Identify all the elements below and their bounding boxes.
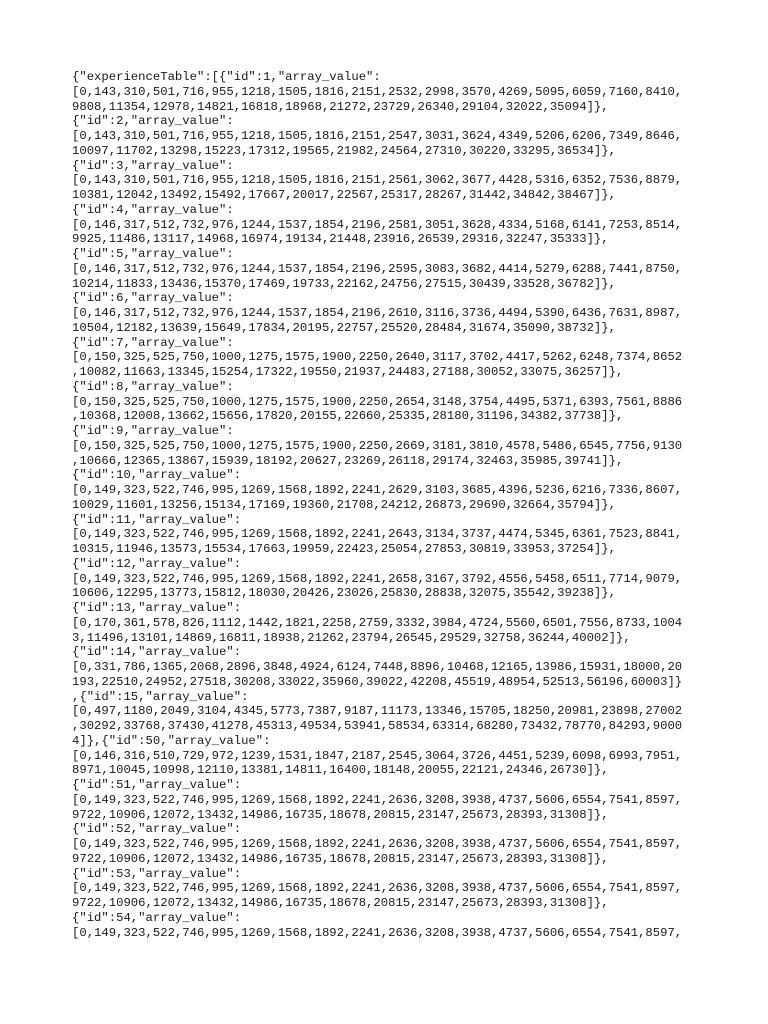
text-line: {"id":8,"array_value":	[72, 379, 234, 394]
text-line: ,30292,33768,37430,41278,45313,49534,53941,58534,63314,68280,73432,78770,84293,9000	[72, 719, 683, 733]
text-line: 10029,11601,13256,15134,17169,19360,21708,24212,26873,29690,32664,35794]},	[72, 497, 616, 512]
text-line: {"id":53,"array_value":	[72, 866, 242, 881]
text-line: [0,331,786,1365,2068,2896,3848,4924,6124,7448,8896,10468,12165,13986,15931,18000,20	[72, 660, 683, 674]
text-line: {"id":13,"array_value":	[72, 601, 242, 615]
text-line: [0,150,325,525,750,1000,1275,1575,1900,2250,2669,3181,3810,4578,5486,6545,7756,9130	[72, 438, 683, 453]
text-line: 8971,10045,10998,12110,13381,14811,16400,18148,20055,22121,24346,26730]},	[72, 763, 609, 778]
text-line: 10097,11702,13298,15223,17312,19565,21982,24564,27310,30220,33295,36534]},	[72, 143, 616, 158]
text-line: ,10368,12008,13662,15656,17820,20155,22660,25335,28180,31196,34382,37738]},	[72, 409, 624, 424]
text-line: [0,150,325,525,750,1000,1275,1575,1900,2250,2640,3117,3702,4417,5262,6248,7374,8652	[72, 350, 683, 365]
text-line: {"id":12,"array_value":	[72, 556, 242, 571]
text-line: {"id":9,"array_value":	[72, 424, 234, 438]
text-line: {"id":7,"array_value":	[72, 335, 234, 350]
text-line: ,10666,12365,13867,15939,18192,20627,23269,26118,29174,32463,35985,39741]},	[72, 453, 624, 468]
text-line: [0,146,316,510,729,972,1239,1531,1847,2187,2545,3064,3726,4451,5239,6098,6993,7951,	[72, 748, 683, 763]
text-line: {"id":51,"array_value":	[72, 778, 242, 792]
text-line: ,{"id":15,"array_value":	[72, 689, 249, 704]
text-line: [0,143,310,501,716,955,1218,1505,1816,2151,2532,2998,3570,4269,5095,6059,7160,8410,	[72, 84, 683, 99]
text-line: 10214,11833,13436,15370,17469,19733,22162,24756,27515,30439,33528,36782]},	[72, 276, 616, 291]
text-line: 9722,10906,12072,13432,14986,16735,18678,20815,23147,25673,28393,31308]},	[72, 896, 609, 910]
text-line: 9722,10906,12072,13432,14986,16735,18678,20815,23147,25673,28393,31308]},	[72, 807, 609, 822]
text-line: ,10082,11663,13345,15254,17322,19550,21937,24483,27188,30052,33075,36257]},	[72, 365, 624, 379]
text-line: [0,146,317,512,732,976,1244,1537,1854,2196,2595,3083,3682,4414,5279,6288,7441,8750,	[72, 261, 683, 276]
text-line: [0,143,310,501,716,955,1218,1505,1816,2151,2547,3031,3624,4349,5206,6206,7349,8646,	[72, 129, 683, 143]
text-line: 9722,10906,12072,13432,14986,16735,18678,20815,23147,25673,28393,31308]},	[72, 851, 609, 866]
text-line: 193,22510,24952,27518,30208,33022,35960,39022,42208,45519,48954,52513,56196,60003]}	[72, 674, 683, 689]
text-line: [0,149,323,522,746,995,1269,1568,1892,2241,2629,3103,3685,4396,5236,6216,7336,8607,	[72, 483, 683, 497]
text-line: {"id":10,"array_value":	[72, 468, 242, 483]
text-line: 4]},{"id":50,"array_value":	[72, 733, 271, 748]
text-line: {"id":5,"array_value":	[72, 247, 234, 261]
text-line: 3,11496,13101,14869,16811,18938,21262,23794,26545,29529,32758,36244,40002]},	[72, 630, 631, 645]
text-line: {"id":52,"array_value":	[72, 822, 242, 837]
text-line: {"id":6,"array_value":	[72, 291, 234, 306]
text-line: {"id":3,"array_value":	[72, 158, 234, 173]
text-line: 9925,11486,13117,14968,16974,19134,21448,23916,26539,29316,32247,35333]},	[72, 232, 609, 247]
text-line: [0,143,310,501,716,955,1218,1505,1816,2151,2561,3062,3677,4428,5316,6352,7536,8879,	[72, 173, 683, 188]
text-line: [0,497,1180,2049,3104,4345,5773,7387,9187,11173,13346,15705,18250,20981,23898,27002	[72, 704, 683, 719]
text-line: 10606,12295,13773,15812,18030,20426,23026,25830,28838,32075,35542,39238]},	[72, 586, 616, 601]
text-line: {"id":11,"array_value":	[72, 512, 242, 527]
text-line: {"id":54,"array_value":	[72, 910, 242, 925]
text-line: 10504,12182,13639,15649,17834,20195,22757,25520,28484,31674,35090,38732]},	[72, 320, 616, 335]
text-line: [0,149,323,522,746,995,1269,1568,1892,2241,2636,3208,3938,4737,5606,6554,7541,8597,	[72, 792, 683, 807]
text-line: {"id":4,"array_value":	[72, 202, 234, 217]
text-line: [0,149,323,522,746,995,1269,1568,1892,2241,2643,3134,3737,4474,5345,6361,7523,8841,	[72, 527, 683, 542]
text-line: [0,170,361,578,826,1112,1442,1821,2258,2759,3332,3984,4724,5560,6501,7556,8733,1004	[72, 615, 683, 630]
text-line: [0,149,323,522,746,995,1269,1568,1892,2241,2636,3208,3938,4737,5606,6554,7541,8597,	[72, 881, 683, 896]
text-line: [0,146,317,512,732,976,1244,1537,1854,2196,2581,3051,3628,4334,5168,6141,7253,8514,	[72, 217, 683, 232]
text-line: [0,150,325,525,750,1000,1275,1575,1900,2250,2654,3148,3754,4495,5371,6393,7561,8886	[72, 394, 683, 409]
text-line: {"id":14,"array_value":	[72, 645, 242, 660]
text-line: 9808,11354,12978,14821,16818,18968,21272,23729,26340,29104,32022,35094]},	[72, 99, 609, 114]
text-line: [0,149,323,522,746,995,1269,1568,1892,2241,2636,3208,3938,4737,5606,6554,7541,8597,	[72, 925, 683, 940]
text-line: 10381,12042,13492,15492,17667,20017,22567,25317,28267,31442,34842,38467]},	[72, 188, 616, 202]
text-line: {"id":2,"array_value":	[72, 114, 234, 129]
text-line: {"experienceTable":[{"id":1,"array_value":	[72, 70, 381, 84]
text-line: [0,149,323,522,746,995,1269,1568,1892,2241,2658,3167,3792,4556,5458,6511,7714,9079,	[72, 571, 683, 586]
json-text-document	[72, 70, 702, 940]
text-line: [0,149,323,522,746,995,1269,1568,1892,2241,2636,3208,3938,4737,5606,6554,7541,8597,	[72, 837, 683, 851]
text-line: 10315,11946,13573,15534,17663,19959,22423,25054,27853,30819,33953,37254]},	[72, 542, 616, 556]
text-line: [0,146,317,512,732,976,1244,1537,1854,2196,2610,3116,3736,4494,5390,6436,7631,8987,	[72, 306, 683, 320]
